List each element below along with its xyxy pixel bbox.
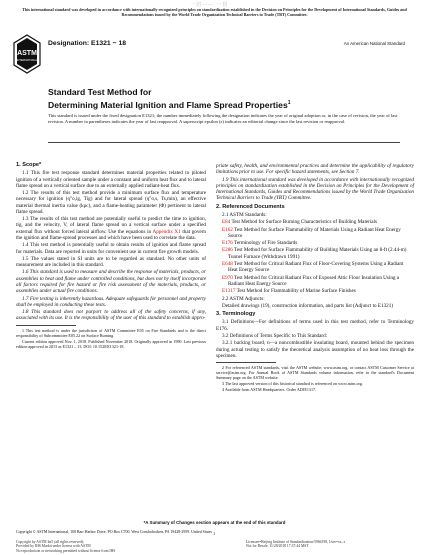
reference-item[interactable]: E970 Test Method for Critical Radiant Flux of Exposed Attic Floor Insulation Using a Radiant Heat Energy Source xyxy=(222,274,400,287)
page-number: 1 xyxy=(213,531,216,536)
astm-adjuncts-label: 2.2 ASTM Adjuncts: xyxy=(222,295,265,302)
reference-item[interactable]: E176 Terminology of Fire Standards xyxy=(222,240,298,247)
para-3-2: 3.2 Definitions of Terms Specific to This Standard: xyxy=(222,333,328,340)
section-heading-references: 2. Referenced Documents xyxy=(216,203,285,210)
reference-item[interactable]: E1317 Test Method for Flammability of Marine Surface Finishes xyxy=(222,288,356,295)
astm-logo xyxy=(13,34,41,74)
footnote-1: 1 This test method is under the jurisdiction of ASTM Committee E05 on Fire Standards and is the direct responsibility of Subcommittee E05.22 on Surface Burning. xyxy=(16,327,206,338)
reference-item[interactable]: E84 Test Method for Surface Burning Characteristics of Building Materials xyxy=(222,219,378,226)
footnote-rule xyxy=(216,362,276,363)
para-1-9: 1.9 This international standard was developed in accordance with internationally recognized principles on standardization established in the Decision on Principles for the Development of International Standards, Guides and Recommendations issued by the World Trade Organization Technical Barriers to Trade (TBT) Committee. xyxy=(216,176,414,202)
reference-item[interactable]: E648 Test Method for Critical Radiant Flux of Floor-Covering Systems Using a Radiant Heat Energy Source xyxy=(222,261,404,274)
title-line-2: Determining Material Ignition and Flame Spread Properties$^1$ xyxy=(48,99,291,110)
section-heading-scope: 1. Scope* xyxy=(16,162,42,168)
para-3-1: 3.1 Definitions—For definitions of terms used in this test method, refer to Terminology E176. xyxy=(216,319,414,332)
para-1-6: 1.6 This standard is used to measure and describe the response of materials, products, or assemblies to heat and flame under controlled conditions, but does not by itself incorporate all factors required for fire hazard or fire risk assessment of the materials, products, or assemblies under actual fire conditions. xyxy=(16,269,206,295)
reference-item[interactable]: E162 Test Method for Surface Flammability of Materials Using a Radiant Heat Energy Source xyxy=(222,226,401,239)
document-title xyxy=(48,87,408,110)
logo-subtext: INTERNATIONAL xyxy=(16,59,38,62)
watermark: 一切—— 一切 xyxy=(190,3,229,8)
wto-notice: This international standard was developed in accordance with internationally recognized principles on standardization established in the Decision on Principles for the Development of International Standards, Guides and Recommendations issued by the World Trade Organization Technical Barriers to Trade (TBT) Committee. xyxy=(22,7,407,17)
para-3-2-1: 3.2.1 backing board, n—a noncombustible insulating board, mounted behind the specimen during actual testing to satisfy the theoretical analysis assumption of no heat loss through the specimen. xyxy=(216,340,414,359)
para-1-2: 1.2 The results of this test method provide a minimum surface flux and temperature necessary for ignition (q"o,ig, Tig) and for lateral spread (q"o,s, Ts,min), an effective material thermal inertia value (kρc), and a flame-heating parameter (Φ) pertinent to lateral flame spread. xyxy=(16,190,206,215)
copyright-line: Copyright © ASTM International, 100 Barr Harbor Drive, PO Box C700, West Conshohocken, PA 19428-2959. United States xyxy=(16,530,212,534)
section-heading-terminology: 3. Terminology xyxy=(216,311,256,318)
issue-note: This standard is issued under the fixed designation E1321; the number immediately following the designation indicates the year of original adoption or, in the case of revision, the year of last revision. A number in parentheses indicates the year of last reapproval. A superscript epsilon (ε) indicates an editorial change since the last revision or reapproval. xyxy=(48,113,398,124)
summary-of-changes-note: *A Summary of Changes section appears at the end of this standard xyxy=(143,520,286,525)
footnote-3: 3 The last approved version of this historical standard is referenced on www.astm.org. xyxy=(222,381,363,387)
standard-type: An American National Standard xyxy=(343,41,405,46)
footnote-1-edition: Current edition approved Nov. 1, 2018. Published November 2018. Originally approved in 1990. Last previous edition approved in 2013 as E1321 – 13. DOI: 10.1520/E1321-18. xyxy=(16,338,206,349)
reference-item[interactable]: E286 Test Method for Surface Flammability of Building Materials Using an 8-ft (2.44-m) Tunnel Furnace (Withdrawn 1991) xyxy=(222,247,407,260)
appendix-link[interactable]: Appendix X1 xyxy=(152,228,181,235)
para-1-7: 1.7 Fire testing is inherently hazardous. Adequate safeguards for personnel and property shall be employed in conducting these tests. xyxy=(16,295,206,308)
para-1-4: 1.4 This test method is potentially useful to obtain results of ignition and flame spread for materials. Data are reported in units for convenient use in current fire growth models. xyxy=(16,242,206,255)
adjunct-item[interactable]: Detailed drawings (19), construction information, and parts list (Adjunct to E1321) xyxy=(222,302,394,309)
footnote-rule xyxy=(16,325,76,326)
title-line-1: Standard Test Method for xyxy=(48,87,152,97)
para-1-1: 1.1 This fire test response standard determines material properties related to piloted ignition of a vertically oriented sample under a constant and uniform heat flux and to lateral flame spread on a vertical surface due to an externally applied radiant-heat flux. xyxy=(16,170,206,189)
left-column xyxy=(16,160,206,350)
para-1-5: 1.5 The values stated in SI units are to be regarded as standard. No other units of measurement are included in this standard. xyxy=(16,255,206,269)
divider xyxy=(48,142,400,143)
astm-standards-label: 2.1 ASTM Standards: xyxy=(222,211,267,218)
para-1-8-cont: priate safety, health, and environmental practices and determine the applicability of regulatory limitations prior to use. For specific hazard statements, see Section 7. xyxy=(216,163,414,176)
reference-list xyxy=(216,219,414,294)
logo-text: ASTM xyxy=(17,50,37,57)
para-1-3: 1.3 The results of this test method are potentially useful to predict the time to ignition, tig, and the velocity, V, of lateral flame spread on a vertical surface under a specified external flux without forced lateral airflow. Use the equations in Appendix X1 that govern the ignition and flame-spread processes and which have been used to correlate the data. xyxy=(16,216,207,241)
right-column xyxy=(216,163,414,393)
designation: Designation: E1321 − 18 xyxy=(48,40,127,47)
footnote-4: 4 Available from ASTM Headquarters. Order ADJE1317. xyxy=(222,387,317,393)
license-right: Licensee=Beijing Institute of Standardization/5966198, User=xx, z Not for Resale, 11/28/2018 17:37:44 MST xyxy=(246,540,346,549)
para-1-8: 1.8 This standard does not purport to address all of the safety concerns, if any, associated with its use. It is the responsibility of the user of this standard to establish appro- xyxy=(16,309,206,322)
footnote-2: 2 For referenced ASTM standards, visit the ASTM website, www.astm.org, or contact ASTM Customer Service at service@astm.org. For Annual Book of ASTM Standards volume information, refer to the standard's Document Summary page on the ASTM website. xyxy=(216,365,414,381)
license-left: Copyright by ASTM Int'l (all rights reserved); Provided by IHS Markit under license with ASTM No reproduction or networking permitted without license from IHS xyxy=(16,540,116,553)
